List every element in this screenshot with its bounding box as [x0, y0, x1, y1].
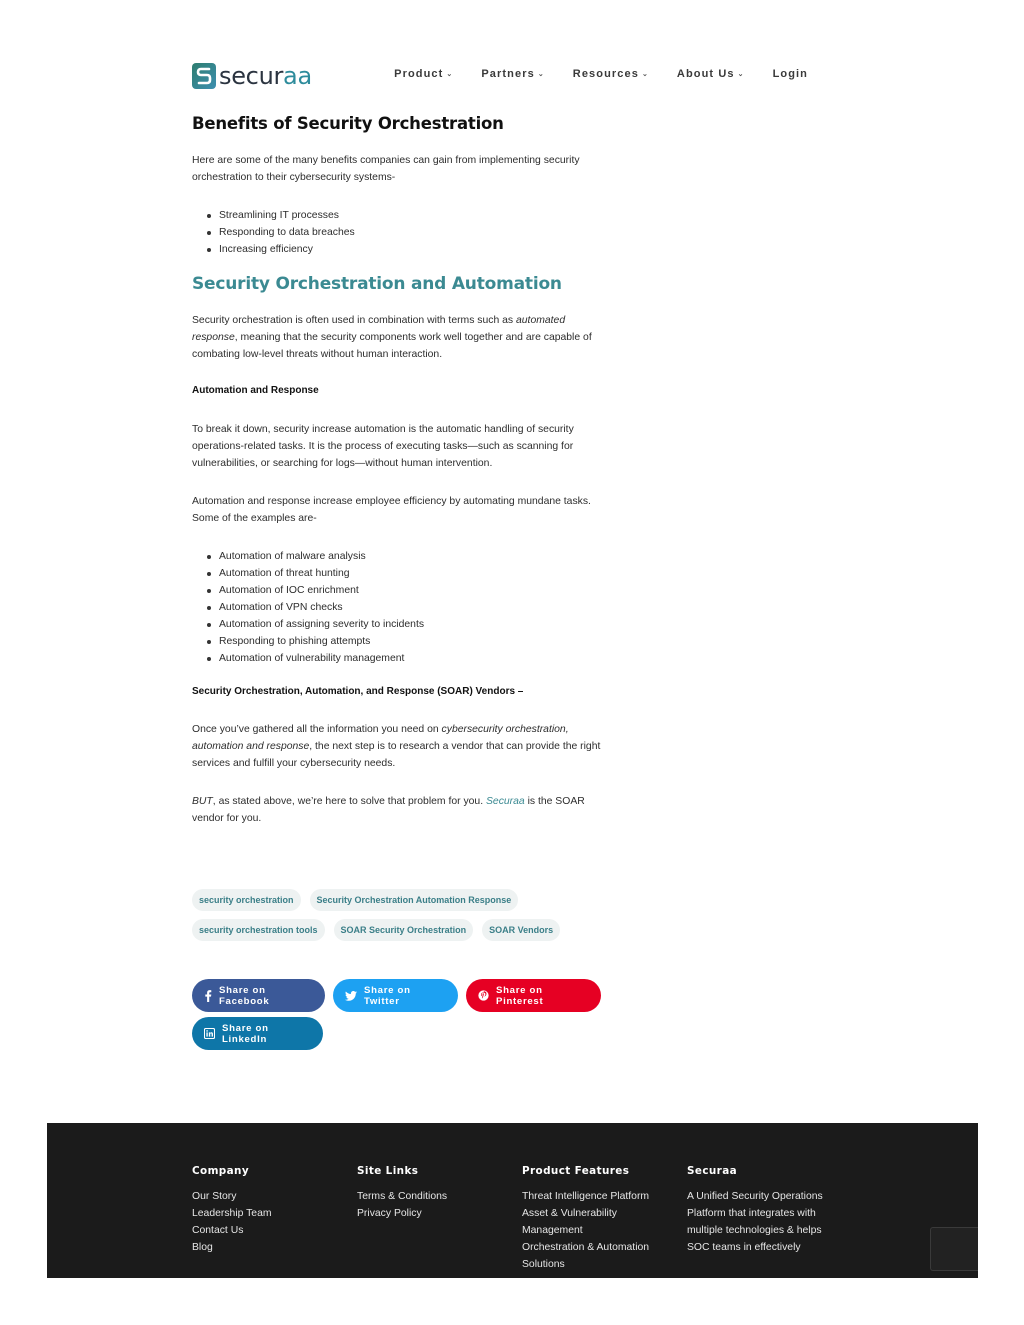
footer-link-terms[interactable]: Terms & Conditions — [357, 1191, 448, 1202]
nav-partners-label: Partners — [481, 68, 535, 80]
footer-text-line: Platform that integrates with — [687, 1208, 816, 1219]
soa-para-pre: Security orchestration is often used in combination with terms such as — [192, 315, 516, 326]
soar-para1-pre: Once you’ve gathered all the information you need on — [192, 724, 442, 735]
soa-title: Security Orchestration and Automation — [192, 274, 562, 294]
share-twitter-label: Share on Twitter — [364, 984, 411, 1007]
ar-paragraph-1: To break it down, security increase automation is the automatic handling of security operations-related tasks. It is the process of executing tasks—such as scanning for vulnerabilities, or searching for logs—without human intervention. — [192, 424, 574, 469]
share-linkedin-button[interactable] — [192, 1017, 323, 1050]
logo-text-part2: aa — [283, 62, 312, 90]
soar-paragraph-2 — [192, 793, 612, 827]
soar-para2-post: is the SOAR vendor for you. — [192, 796, 585, 824]
site-header — [192, 60, 812, 90]
footer-link-orchestration-automation-cont[interactable]: Solutions — [522, 1259, 565, 1270]
soa-paragraph — [192, 312, 612, 363]
pinterest-icon — [478, 990, 489, 1001]
tag-row — [192, 889, 632, 911]
nav-resources-label: Resources — [572, 68, 639, 80]
list-item: Automation of VPN checks — [192, 599, 612, 616]
list-item: Responding to phishing attempts — [192, 633, 612, 650]
footer-column-title: Product Features — [522, 1165, 630, 1177]
footer-column-title: Site Links — [357, 1165, 419, 1177]
nav-login-label: Login — [772, 68, 808, 80]
chevron-down-icon: ⌄ — [537, 71, 545, 78]
automation-examples-list — [192, 548, 612, 667]
recaptcha-badge[interactable] — [930, 1227, 978, 1271]
benefits-title: Benefits of Security Orchestration — [192, 114, 504, 133]
benefits-intro: Here are some of the many benefits companies can gain from implementing security orchestration to their cybersecurity systems- — [192, 155, 580, 183]
share-linkedin-label: Share on LinkedIn — [222, 1022, 269, 1045]
footer-column-product-features — [522, 1165, 682, 1273]
soa-para-post: , meaning that the security components work well together and are capable of combating low-level threats without human interaction. — [192, 332, 592, 360]
footer-column-company — [192, 1165, 352, 1256]
soar-para2-mid: , as stated above, we’re here to solve that problem for you. — [212, 796, 486, 807]
tag-cloud — [192, 889, 632, 949]
main-nav — [366, 68, 808, 80]
chevron-down-icon: ⌄ — [641, 71, 649, 78]
tag-row — [192, 919, 632, 941]
share-pinterest-button[interactable] — [466, 979, 601, 1012]
footer-link-privacy[interactable]: Privacy Policy — [357, 1208, 422, 1219]
chevron-down-icon: ⌄ — [737, 71, 745, 78]
list-item: Automation of IOC enrichment — [192, 582, 612, 599]
site-footer — [47, 1123, 978, 1278]
nav-login[interactable] — [773, 68, 808, 80]
tag-soar-vendors[interactable]: SOAR Vendors — [482, 919, 560, 941]
logo-mark-icon — [192, 63, 216, 89]
list-item: Automation of threat hunting — [192, 565, 612, 582]
logo-text-part1: secur — [219, 62, 284, 90]
soar-paragraph-1 — [192, 721, 612, 772]
soar-para2-em: BUT — [192, 796, 213, 807]
share-pinterest-label: Share on Pinterest — [496, 984, 544, 1007]
nav-partners[interactable] — [481, 68, 544, 80]
share-row — [192, 979, 632, 1012]
footer-column-site-links — [357, 1165, 517, 1222]
nav-product[interactable] — [394, 68, 453, 80]
footer-column-title: Securaa — [687, 1165, 738, 1177]
nav-product-label: Product — [394, 68, 444, 80]
ar-paragraph-2: Automation and response increase employee efficiency by automating mundane tasks. Some of the examples are- — [192, 496, 591, 524]
footer-link-our-story[interactable]: Our Story — [192, 1191, 237, 1202]
securaa-logo[interactable] — [192, 62, 312, 90]
footer-link-blog[interactable]: Blog — [192, 1242, 213, 1253]
footer-text-line: SOC teams in effectively — [687, 1242, 801, 1253]
footer-text-line: multiple technologies & helps — [687, 1225, 822, 1236]
list-item: Automation of vulnerability management — [192, 650, 612, 667]
securaa-link[interactable]: Securaa — [486, 796, 525, 807]
facebook-icon — [204, 990, 212, 1002]
soar-para1-em: cybersecurity orchestration, automation and response — [192, 724, 569, 752]
share-facebook-button[interactable] — [192, 979, 325, 1012]
benefits-list — [192, 207, 612, 258]
footer-link-orchestration-automation[interactable]: Orchestration & Automation — [522, 1242, 650, 1253]
nav-about-us[interactable] — [677, 68, 745, 80]
tag-security-orchestration[interactable]: security orchestration — [192, 889, 301, 911]
linkedin-icon — [204, 1028, 215, 1039]
list-item: Automation of assigning severity to incidents — [192, 616, 612, 633]
tag-security-orchestration-automation-response[interactable]: Security Orchestration Automation Response — [310, 889, 519, 911]
list-item: Streamlining IT processes — [192, 207, 612, 224]
soa-para-em: automated response — [192, 315, 566, 343]
share-twitter-button[interactable] — [333, 979, 458, 1012]
chevron-down-icon: ⌄ — [446, 71, 454, 78]
tag-security-orchestration-tools[interactable]: security orchestration tools — [192, 919, 325, 941]
footer-column-title: Company — [192, 1165, 250, 1177]
nav-resources[interactable] — [573, 68, 649, 80]
share-buttons — [192, 979, 632, 1055]
list-item: Responding to data breaches — [192, 224, 612, 241]
share-facebook-label: Share on Facebook — [219, 984, 270, 1007]
nav-about-us-label: About Us — [676, 68, 735, 80]
soar-para1-post: , the next step is to research a vendor that can provide the right services and fulfill your cybersecurity needs. — [192, 741, 601, 769]
automation-response-heading: Automation and Response — [192, 385, 319, 396]
tag-soar-security-orchestration[interactable]: SOAR Security Orchestration — [334, 919, 474, 941]
twitter-icon — [345, 991, 357, 1001]
share-row — [192, 1017, 632, 1050]
footer-link-contact-us[interactable]: Contact Us — [192, 1225, 244, 1236]
logo-text — [219, 62, 312, 90]
footer-link-leadership-team[interactable]: Leadership Team — [192, 1208, 272, 1219]
footer-link-asset-vulnerability[interactable]: Asset & Vulnerability — [522, 1208, 617, 1219]
footer-link-threat-intelligence[interactable]: Threat Intelligence Platform — [522, 1191, 650, 1202]
soar-vendors-heading: Security Orchestration, Automation, and Response (SOAR) Vendors – — [192, 686, 524, 697]
list-item: Increasing efficiency — [192, 241, 612, 258]
footer-text-line: A Unified Security Operations — [687, 1191, 823, 1202]
footer-link-asset-vulnerability-cont[interactable]: Management — [522, 1225, 583, 1236]
footer-column-securaa — [687, 1165, 857, 1256]
list-item: Automation of malware analysis — [192, 548, 612, 565]
article-content — [192, 114, 612, 827]
